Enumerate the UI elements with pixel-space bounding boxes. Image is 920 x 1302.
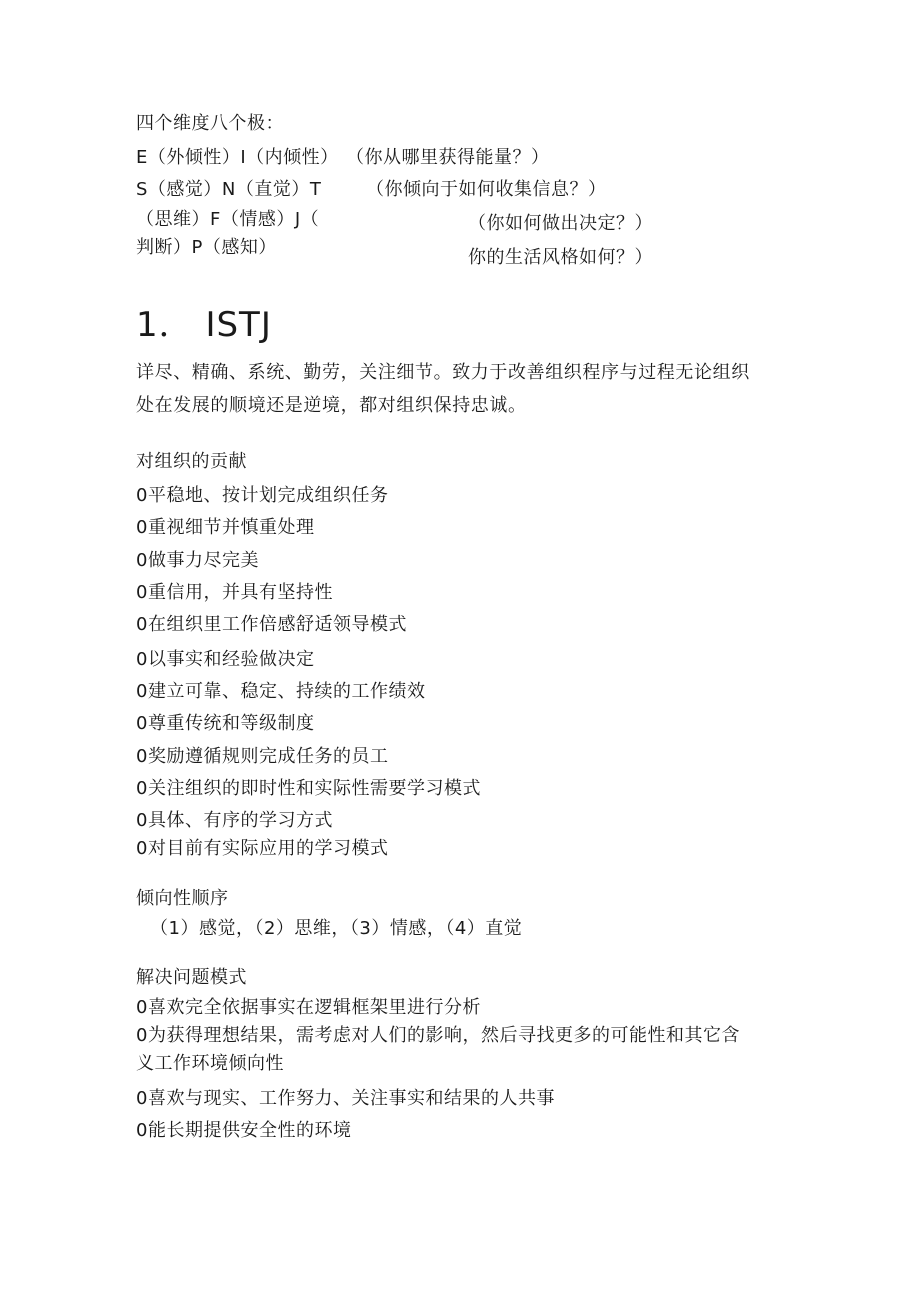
list-item: 0喜欢与现实、工作努力、关注事实和结果的人共事 — [136, 1088, 555, 1109]
list-item: 0对目前有实际应用的学习模式 — [136, 838, 389, 859]
list-item-continuation: 义工作环境倾向性 — [136, 1053, 284, 1074]
jp-question: 你的生活风格如何？） — [468, 247, 653, 268]
list-item: 0平稳地、按计划完成组织任务 — [136, 485, 389, 506]
intro-line-1: 详尽、精确、系统、勤劳，关注细节。致力于改善组织程序与过程无论组织 — [136, 362, 750, 383]
contribution-heading: 对组织的贡献 — [136, 451, 247, 472]
dimensions-label: 四个维度八个极： — [136, 113, 284, 134]
list-item: 0在组织里工作倍感舒适领导模式 — [136, 614, 407, 635]
section-title: 1． ISTJ — [136, 305, 272, 345]
list-item: 0能长期提供安全性的环境 — [136, 1120, 352, 1141]
intro-line-2: 处在发展的顺境还是逆境，都对组织保持忠诚。 — [136, 395, 527, 416]
list-item: 0尊重传统和等级制度 — [136, 713, 315, 734]
jp-poles: 判断）P（感知） — [136, 237, 277, 258]
ei-poles: E（外倾性）I（内倾性） — [136, 147, 339, 168]
sn-question: （你倾向于如何收集信息？） — [366, 179, 607, 200]
list-item: 0奖励遵循规则完成任务的员工 — [136, 746, 389, 767]
preference-heading: 倾向性顺序 — [136, 888, 229, 909]
list-item: 0喜欢完全依据事实在逻辑框架里进行分析 — [136, 997, 481, 1018]
tf-poles: （思维）F（情感）J（ — [136, 209, 320, 230]
problem-heading: 解决问题模式 — [136, 967, 247, 988]
list-item: 0做事力尽完美 — [136, 550, 259, 571]
list-item: 0重信用，并具有坚持性 — [136, 582, 333, 603]
list-item: 0建立可靠、稳定、持续的工作绩效 — [136, 681, 426, 702]
sn-poles: S（感觉）N（直觉）T — [136, 179, 322, 200]
list-item: 0重视细节并慎重处理 — [136, 517, 315, 538]
list-item: 0具体、有序的学习方式 — [136, 810, 333, 831]
list-item: 0以事实和经验做决定 — [136, 649, 315, 670]
preference-order: （1）感觉，（2）思维，（3）情感，（4）直觉 — [150, 918, 523, 939]
list-item: 0关注组织的即时性和实际性需要学习模式 — [136, 778, 481, 799]
ei-question: （你从哪里获得能量？） — [346, 147, 550, 168]
list-item: 0为获得理想结果，需考虑对人们的影响，然后寻找更多的可能性和其它含 — [136, 1025, 740, 1046]
tf-question: （你如何做出决定？） — [468, 213, 653, 234]
